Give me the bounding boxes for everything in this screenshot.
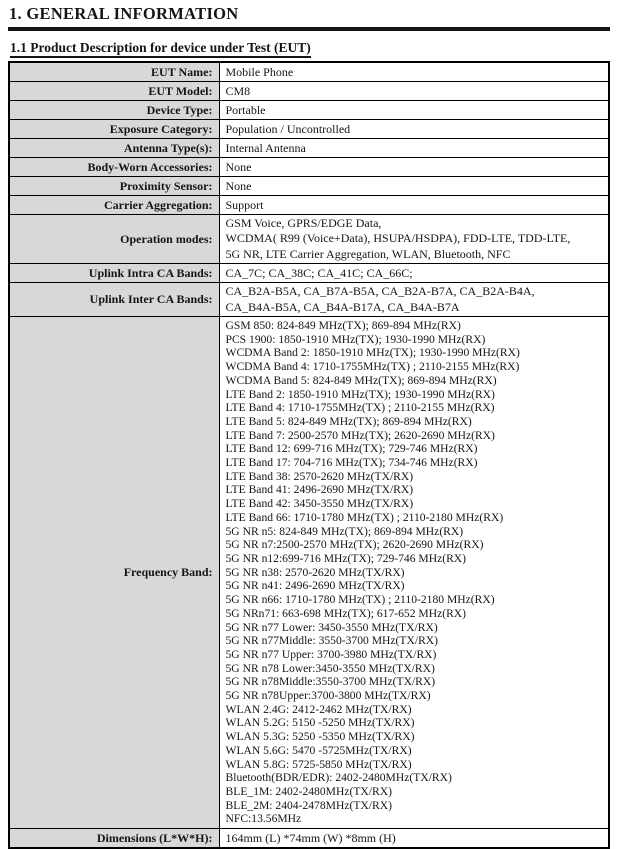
row-value-line: Portable	[225, 103, 266, 117]
row-label: Dimensions (L*W*H):	[9, 829, 219, 849]
row-value-line: 5G NRn71: 663-698 MHz(TX); 617-652 MHz(RX)	[225, 606, 467, 620]
row-value-line: PCS 1900: 1850-1910 MHz(TX); 1930-1990 MHz(RX)	[225, 332, 486, 346]
row-value-line: WCDMA Band 5: 824-849 MHz(TX); 869-894 MHz(RX)	[225, 373, 497, 387]
row-value-line: CM8	[225, 84, 251, 98]
row-value-line: Mobile Phone	[225, 65, 294, 79]
row-value	[219, 101, 609, 120]
row-value-line: 5G NR n77Middle: 3550-3700 MHz(TX/RX)	[225, 634, 439, 648]
row-value-line: None	[225, 179, 252, 193]
row-value-line: 5G NR n38: 2570-2620 MHz(TX/RX)	[225, 565, 405, 579]
row-value-line: None	[225, 160, 252, 174]
title-rule	[8, 27, 610, 31]
row-value	[219, 317, 609, 829]
row-value-line: LTE Band 5: 824-849 MHz(TX); 869-894 MHz(RX)	[225, 414, 472, 428]
row-value-line: WCDMA( R99 (Voice+Data), HSUPA/HSDPA), FDD-LTE, TDD-LTE,	[225, 231, 571, 246]
row-label: Frequency Band:	[9, 317, 219, 829]
table-row	[9, 283, 609, 317]
row-value-line: NFC:13.56MHz	[225, 812, 302, 826]
table-row	[9, 158, 609, 177]
row-value-line: 5G NR n77 Lower: 3450-3550 MHz(TX/RX)	[225, 620, 438, 634]
row-value-line: GSM 850: 824-849 MHz(TX); 869-894 MHz(RX)	[225, 319, 461, 333]
row-value	[219, 283, 609, 317]
row-value	[219, 264, 609, 283]
row-value-line: WCDMA Band 4: 1710-1755MHz(TX) ; 2110-2155 MHz(RX)	[225, 360, 520, 374]
row-value-line: 5G NR n12:699-716 MHz(TX); 729-746 MHz(RX)	[225, 551, 467, 565]
row-label: Operation modes:	[9, 215, 219, 264]
row-value	[219, 196, 609, 215]
table-row	[9, 82, 609, 101]
row-value-line: WLAN 2.4G: 2412-2462 MHz(TX/RX)	[225, 702, 412, 716]
row-value-line: LTE Band 66: 1710-1780 MHz(TX) ; 2110-2180 MHz(RX)	[225, 510, 504, 524]
table-row	[9, 829, 609, 849]
row-value-line: WLAN 5.8G: 5725-5850 MHz(TX/RX)	[225, 757, 412, 771]
row-label: Body-Worn Accessories:	[9, 158, 219, 177]
row-value	[219, 177, 609, 196]
table-row	[9, 264, 609, 283]
row-value-line: LTE Band 4: 1710-1755MHz(TX) ; 2110-2155 MHz(RX)	[225, 401, 495, 415]
section-subtitle	[10, 40, 610, 58]
row-value	[219, 120, 609, 139]
row-label: Antenna Type(s):	[9, 139, 219, 158]
table-row	[9, 101, 609, 120]
row-value-line: 5G NR n78Middle:3550-3700 MHz(TX/RX)	[225, 675, 436, 689]
section-title: 1. GENERAL INFORMATION	[9, 4, 239, 23]
row-label: Device Type:	[9, 101, 219, 120]
row-value-line: 5G NR n77 Upper: 3700-3980 MHz(TX/RX)	[225, 647, 437, 661]
row-value-line: CA_7C; CA_38C; CA_41C; CA_66C;	[225, 266, 413, 281]
table-row	[9, 317, 609, 829]
product-description-table	[8, 61, 610, 849]
row-value-line: CA_B4A-B5A, CA_B4A-B17A, CA_B4A-B7A	[225, 299, 460, 314]
row-value-line: 5G NR n78 Lower:3450-3550 MHz(TX/RX)	[225, 661, 435, 675]
row-value-line: LTE Band 17: 704-716 MHz(TX); 734-746 MHz(RX)	[225, 456, 478, 470]
row-label: Exposure Category:	[9, 120, 219, 139]
row-value-line: 5G NR n66: 1710-1780 MHz(TX) ; 2110-2180 MHz(RX)	[225, 593, 495, 607]
row-value-line: LTE Band 2: 1850-1910 MHz(TX); 1930-1990 MHz(RX)	[225, 387, 495, 401]
row-label: Proximity Sensor:	[9, 177, 219, 196]
row-value-line: Internal Antenna	[225, 141, 306, 155]
row-value-line: LTE Band 38: 2570-2620 MHz(TX/RX)	[225, 469, 414, 483]
row-label: Uplink Intra CA Bands:	[9, 264, 219, 283]
row-value-line: Bluetooth(BDR/EDR): 2402-2480MHz(TX/RX)	[225, 771, 452, 785]
row-label: EUT Name:	[9, 62, 219, 82]
row-value-line: LTE Band 7: 2500-2570 MHz(TX); 2620-2690 MHz(RX)	[225, 428, 495, 442]
row-value-line: WLAN 5.3G: 5250 -5350 MHz(TX/RX)	[225, 730, 415, 744]
row-value-line: WLAN 5.6G: 5470 -5725MHz(TX/RX)	[225, 743, 412, 757]
row-value-line: LTE Band 41: 2496-2690 MHz(TX/RX)	[225, 483, 414, 497]
row-value-line: 5G NR n41: 2496-2690 MHz(TX/RX)	[225, 579, 405, 593]
table-row	[9, 120, 609, 139]
row-value-line: 5G NR n7:2500-2570 MHz(TX); 2620-2690 MHz(RX)	[225, 538, 484, 552]
row-label: EUT Model:	[9, 82, 219, 101]
row-value-line: BLE_2M: 2404-2478MHz(TX/RX)	[225, 798, 392, 812]
row-label: Carrier Aggregation:	[9, 196, 219, 215]
row-value	[219, 62, 609, 82]
row-value	[219, 158, 609, 177]
row-label: Uplink Inter CA Bands:	[9, 283, 219, 317]
row-value-line: Support	[225, 198, 264, 212]
row-value-line: 164mm (L) *74mm (W) *8mm (H)	[225, 831, 396, 846]
row-value-line: WLAN 5.2G: 5150 -5250 MHz(TX/RX)	[225, 716, 415, 730]
section-subtitle-text: 1.1 Product Description for device under Test (EUT)	[10, 40, 311, 58]
row-value-line: BLE_1M: 2402-2480MHz(TX/RX)	[225, 784, 392, 798]
table-row	[9, 139, 609, 158]
row-value-line: GSM Voice, GPRS/EDGE Data,	[225, 216, 382, 230]
table-row	[9, 215, 609, 264]
table-row	[9, 196, 609, 215]
row-value-line: Population / Uncontrolled	[225, 122, 351, 136]
table-row	[9, 177, 609, 196]
row-value	[219, 215, 609, 264]
table-row	[9, 62, 609, 82]
row-value	[219, 139, 609, 158]
row-value-line: WCDMA Band 2: 1850-1910 MHz(TX); 1930-1990 MHz(RX)	[225, 346, 520, 360]
row-value	[219, 829, 609, 849]
product-table-body	[9, 62, 609, 848]
row-value-line: LTE Band 12: 699-716 MHz(TX); 729-746 MHz(RX)	[225, 442, 478, 456]
row-value-line: 5G NR n5: 824-849 MHz(TX); 869-894 MHz(RX)	[225, 524, 464, 538]
row-value	[219, 82, 609, 101]
row-value-line: 5G NR n78Upper:3700-3800 MHz(TX/RX)	[225, 689, 431, 703]
row-value-line: LTE Band 42: 3450-3550 MHz(TX/RX)	[225, 497, 414, 511]
row-value-line: CA_B2A-B5A, CA_B7A-B5A, CA_B2A-B7A, CA_B2A-B4A,	[225, 284, 535, 299]
row-value-line: 5G NR, LTE Carrier Aggregation, WLAN, Bluetooth, NFC	[225, 246, 511, 261]
